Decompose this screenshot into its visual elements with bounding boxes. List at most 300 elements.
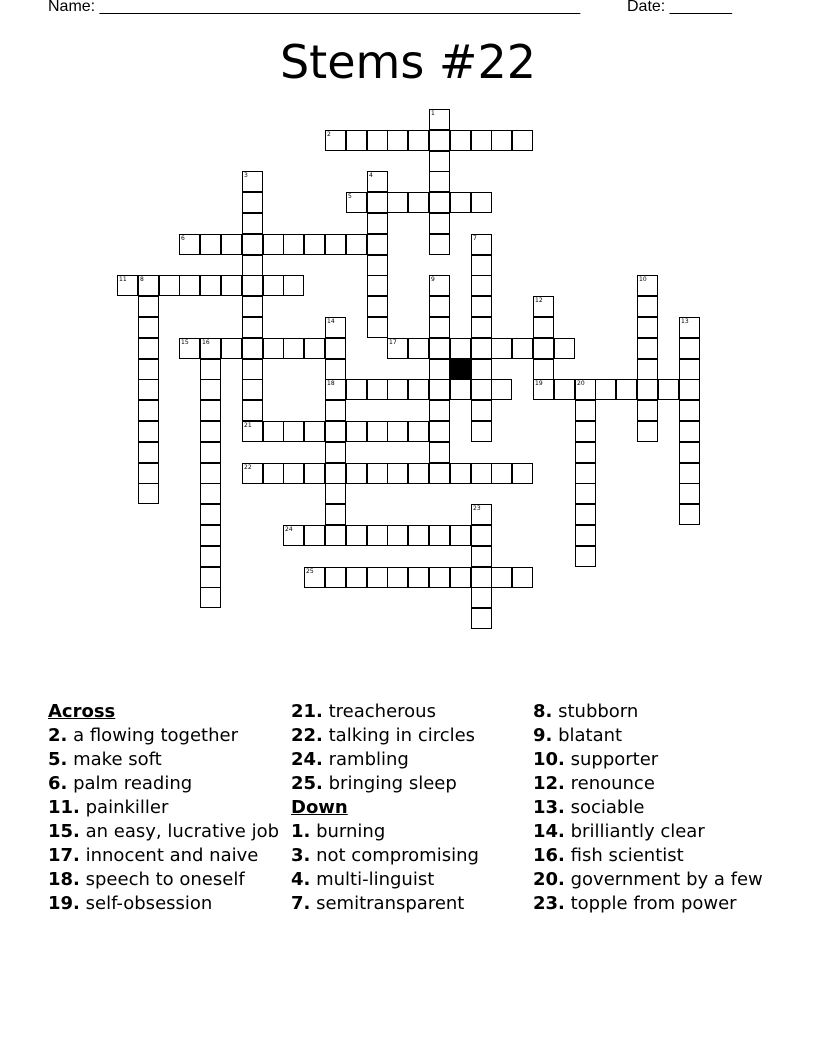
grid-cell[interactable] (471, 317, 492, 338)
clue-item (533, 868, 763, 892)
clue-number: 13 (681, 318, 689, 325)
grid-cell[interactable] (575, 442, 596, 463)
clue-item (48, 892, 283, 916)
grid-cell[interactable] (637, 317, 658, 338)
grid-cell[interactable] (554, 338, 575, 359)
clue-item (533, 796, 763, 820)
grid-cell[interactable] (429, 192, 450, 213)
clue-item (48, 844, 283, 868)
grid-cell[interactable] (408, 463, 429, 484)
grid-cell[interactable] (512, 567, 533, 588)
grid-cell[interactable] (491, 338, 512, 359)
grid-cell[interactable] (325, 504, 346, 525)
clue-number-label: 20. (533, 869, 565, 890)
grid-cell[interactable] (679, 379, 700, 400)
clue-number: 5 (348, 193, 352, 200)
grid-cell[interactable] (533, 379, 554, 400)
grid-cell[interactable] (325, 130, 346, 151)
grid-cell[interactable] (325, 483, 346, 504)
grid-cell[interactable] (387, 130, 408, 151)
grid-cell[interactable] (387, 463, 408, 484)
grid-cell[interactable] (283, 234, 304, 255)
grid-cell[interactable] (242, 338, 263, 359)
grid-cell[interactable] (450, 567, 471, 588)
grid-cell[interactable] (346, 192, 367, 213)
grid-cell[interactable] (263, 421, 284, 442)
grid-cell[interactable] (679, 338, 700, 359)
grid-cell[interactable] (242, 255, 263, 276)
grid-cell[interactable] (471, 379, 492, 400)
grid-cell[interactable] (367, 171, 388, 192)
grid-cell[interactable] (200, 442, 221, 463)
grid-cell[interactable] (429, 463, 450, 484)
clue-text: speech to oneself (79, 869, 245, 890)
page-title: Stems #22 (279, 35, 536, 89)
grid-cell[interactable] (283, 338, 304, 359)
grid-cell[interactable] (491, 463, 512, 484)
grid-cell[interactable] (221, 234, 242, 255)
clue-item (291, 724, 526, 748)
clue-text: a flowing together (67, 725, 238, 746)
grid-cell[interactable] (200, 525, 221, 546)
grid-cell[interactable] (471, 504, 492, 525)
grid-cell[interactable] (283, 463, 304, 484)
grid-cell[interactable] (346, 421, 367, 442)
grid-cell[interactable] (387, 379, 408, 400)
across-heading: Across (48, 701, 116, 722)
clue-item (291, 700, 526, 724)
grid-cell[interactable] (471, 546, 492, 567)
grid-cell[interactable] (304, 525, 325, 546)
grid-cell[interactable] (471, 338, 492, 359)
clue-text: fish scientist (564, 845, 684, 866)
clue-item (533, 820, 763, 844)
grid-cell[interactable] (471, 567, 492, 588)
grid-cell[interactable] (138, 338, 159, 359)
clue-text: talking in circles (322, 725, 476, 746)
grid-cell[interactable] (616, 379, 637, 400)
clue-number-label: 3. (291, 845, 311, 866)
grid-cell[interactable] (450, 192, 471, 213)
grid-cell[interactable] (325, 359, 346, 380)
grid-cell[interactable] (200, 400, 221, 421)
grid-cell[interactable] (200, 567, 221, 588)
clue-text: blatant (552, 725, 623, 746)
grid-cell[interactable] (242, 400, 263, 421)
grid-cell[interactable] (325, 317, 346, 338)
grid-cell[interactable] (283, 421, 304, 442)
grid-cell[interactable] (408, 338, 429, 359)
clue-number: 21 (244, 422, 252, 429)
clue-item (291, 820, 526, 844)
grid-cell[interactable] (429, 421, 450, 442)
clue-number: 3 (244, 172, 248, 179)
clue-number-label: 15. (48, 821, 80, 842)
clue-text: painkiller (79, 797, 169, 818)
date-field[interactable]: Date: _______ (627, 0, 732, 15)
grid-cell[interactable] (679, 359, 700, 380)
grid-block (450, 359, 471, 380)
clue-text: self-obsession (79, 893, 213, 914)
clue-number-label: 8. (533, 701, 553, 722)
grid-cell[interactable] (325, 567, 346, 588)
grid-cell[interactable] (159, 275, 180, 296)
grid-cell[interactable] (533, 359, 554, 380)
grid-cell[interactable] (471, 463, 492, 484)
grid-cell[interactable] (367, 567, 388, 588)
grid-cell[interactable] (429, 567, 450, 588)
grid-cell[interactable] (367, 421, 388, 442)
grid-cell[interactable] (304, 338, 325, 359)
clue-item (533, 700, 763, 724)
grid-cell[interactable] (637, 359, 658, 380)
grid-cell[interactable] (533, 338, 554, 359)
clue-text: stubborn (552, 701, 639, 722)
grid-cell[interactable] (471, 130, 492, 151)
grid-cell[interactable] (575, 379, 596, 400)
clue-number: 8 (140, 276, 144, 283)
grid-cell[interactable] (471, 192, 492, 213)
grid-cell[interactable] (200, 483, 221, 504)
grid-cell[interactable] (637, 296, 658, 317)
clue-number: 1 (431, 110, 435, 117)
grid-cell[interactable] (450, 379, 471, 400)
grid-cell[interactable] (429, 400, 450, 421)
grid-cell[interactable] (512, 463, 533, 484)
clue-item (48, 796, 283, 820)
clue-number-label: 22. (291, 725, 323, 746)
grid-cell[interactable] (408, 192, 429, 213)
grid-cell[interactable] (346, 525, 367, 546)
grid-cell[interactable] (367, 275, 388, 296)
grid-cell[interactable] (408, 567, 429, 588)
grid-cell[interactable] (637, 421, 658, 442)
grid-cell[interactable] (138, 442, 159, 463)
grid-cell[interactable] (304, 421, 325, 442)
clue-text: treacherous (322, 701, 436, 722)
grid-cell[interactable] (179, 338, 200, 359)
grid-cell[interactable] (138, 317, 159, 338)
grid-cell[interactable] (138, 421, 159, 442)
grid-cell[interactable] (387, 338, 408, 359)
grid-cell[interactable] (429, 275, 450, 296)
grid-cell[interactable] (679, 400, 700, 421)
clue-number: 23 (473, 505, 481, 512)
grid-cell[interactable] (491, 379, 512, 400)
grid-cell[interactable] (325, 338, 346, 359)
name-field[interactable]: Name: ______________________________________________________ (48, 0, 581, 15)
clue-number-label: 16. (533, 845, 565, 866)
grid-cell[interactable] (637, 379, 658, 400)
clues-column-3 (533, 700, 763, 916)
clue-number-label: 17. (48, 845, 80, 866)
grid-cell[interactable] (471, 400, 492, 421)
clue-item (533, 772, 763, 796)
grid-cell[interactable] (138, 379, 159, 400)
grid-cell[interactable] (429, 171, 450, 192)
grid-cell[interactable] (263, 234, 284, 255)
clue-number: 10 (639, 276, 647, 283)
clue-text: burning (310, 821, 386, 842)
grid-cell[interactable] (575, 463, 596, 484)
grid-cell[interactable] (408, 130, 429, 151)
grid-cell[interactable] (263, 463, 284, 484)
grid-cell[interactable] (283, 525, 304, 546)
grid-cell[interactable] (325, 525, 346, 546)
grid-cell[interactable] (242, 192, 263, 213)
grid-cell[interactable] (346, 379, 367, 400)
grid-cell[interactable] (200, 504, 221, 525)
grid-cell[interactable] (367, 463, 388, 484)
clue-number: 24 (285, 526, 293, 533)
grid-cell[interactable] (325, 400, 346, 421)
grid-cell[interactable] (242, 421, 263, 442)
clue-text: sociable (564, 797, 645, 818)
grid-cell[interactable] (117, 275, 138, 296)
clue-number: 19 (535, 380, 543, 387)
grid-cell[interactable] (263, 275, 284, 296)
grid-cell[interactable] (450, 525, 471, 546)
grid-cell[interactable] (512, 338, 533, 359)
grid-cell[interactable] (325, 379, 346, 400)
clue-item (48, 772, 283, 796)
clue-number-label: 21. (291, 701, 323, 722)
grid-cell[interactable] (429, 234, 450, 255)
clue-text: not compromising (310, 845, 479, 866)
grid-cell[interactable] (429, 442, 450, 463)
grid-cell[interactable] (679, 442, 700, 463)
clue-number-label: 5. (48, 749, 68, 770)
grid-cell[interactable] (471, 608, 492, 629)
clue-number-label: 24. (291, 749, 323, 770)
clue-item (533, 748, 763, 772)
grid-cell[interactable] (637, 400, 658, 421)
grid-cell[interactable] (138, 359, 159, 380)
grid-cell[interactable] (679, 463, 700, 484)
clue-number: 11 (119, 276, 127, 283)
grid-cell[interactable] (679, 504, 700, 525)
grid-cell[interactable] (221, 338, 242, 359)
grid-cell[interactable] (200, 379, 221, 400)
grid-cell[interactable] (471, 359, 492, 380)
grid-cell[interactable] (242, 317, 263, 338)
grid-cell[interactable] (200, 463, 221, 484)
grid-cell[interactable] (471, 275, 492, 296)
clue-number-label: 4. (291, 869, 311, 890)
grid-cell[interactable] (679, 483, 700, 504)
clue-number-label: 7. (291, 893, 311, 914)
grid-cell[interactable] (325, 442, 346, 463)
grid-cell[interactable] (283, 275, 304, 296)
grid-cell[interactable] (138, 463, 159, 484)
clue-text: innocent and naive (79, 845, 259, 866)
clue-item (533, 892, 763, 916)
grid-cell[interactable] (429, 525, 450, 546)
grid-cell[interactable] (387, 192, 408, 213)
grid-cell[interactable] (471, 421, 492, 442)
grid-cell[interactable] (367, 525, 388, 546)
grid-cell[interactable] (367, 296, 388, 317)
grid-cell[interactable] (346, 130, 367, 151)
grid-cell[interactable] (367, 234, 388, 255)
grid-cell[interactable] (242, 213, 263, 234)
grid-cell[interactable] (491, 130, 512, 151)
clue-number: 20 (577, 380, 585, 387)
grid-cell[interactable] (429, 379, 450, 400)
grid-cell[interactable] (242, 296, 263, 317)
grid-cell[interactable] (387, 421, 408, 442)
grid-cell[interactable] (429, 296, 450, 317)
grid-cell[interactable] (221, 275, 242, 296)
clue-number-label: 9. (533, 725, 553, 746)
clue-number-label: 19. (48, 893, 80, 914)
clue-number-label: 13. (533, 797, 565, 818)
grid-cell[interactable] (304, 234, 325, 255)
grid-cell[interactable] (325, 463, 346, 484)
clue-text: palm reading (67, 773, 193, 794)
grid-cell[interactable] (679, 421, 700, 442)
grid-cell[interactable] (200, 421, 221, 442)
grid-cell[interactable] (408, 525, 429, 546)
grid-cell[interactable] (346, 463, 367, 484)
grid-cell[interactable] (450, 130, 471, 151)
grid-cell[interactable] (242, 171, 263, 192)
grid-cell[interactable] (637, 338, 658, 359)
clue-number: 7 (473, 235, 477, 242)
grid-cell[interactable] (554, 379, 575, 400)
grid-cell[interactable] (595, 379, 616, 400)
clue-number: 6 (181, 235, 185, 242)
grid-cell[interactable] (387, 567, 408, 588)
grid-cell[interactable] (429, 338, 450, 359)
grid-cell[interactable] (242, 234, 263, 255)
clue-text: brilliantly clear (564, 821, 705, 842)
grid-cell[interactable] (533, 317, 554, 338)
clue-number: 12 (535, 297, 543, 304)
grid-cell[interactable] (367, 317, 388, 338)
grid-cell[interactable] (200, 546, 221, 567)
grid-cell[interactable] (138, 275, 159, 296)
grid-cell[interactable] (429, 151, 450, 172)
grid-cell[interactable] (263, 338, 284, 359)
clue-text: renounce (564, 773, 655, 794)
grid-cell[interactable] (200, 234, 221, 255)
clues-column-2 (291, 700, 526, 916)
clue-number: 2 (327, 131, 331, 138)
clues-column-1 (48, 700, 283, 916)
grid-cell[interactable] (346, 234, 367, 255)
grid-cell[interactable] (429, 359, 450, 380)
grid-cell[interactable] (658, 379, 679, 400)
grid-cell[interactable] (367, 213, 388, 234)
clue-number-label: 12. (533, 773, 565, 794)
grid-cell[interactable] (179, 234, 200, 255)
clue-number-label: 10. (533, 749, 565, 770)
grid-cell[interactable] (242, 463, 263, 484)
grid-cell[interactable] (637, 275, 658, 296)
clue-number: 18 (327, 380, 335, 387)
grid-cell[interactable] (429, 213, 450, 234)
clue-text: government by a few (564, 869, 763, 890)
clue-item (291, 748, 526, 772)
clue-number: 9 (431, 276, 435, 283)
grid-cell[interactable] (200, 587, 221, 608)
grid-cell[interactable] (575, 546, 596, 567)
clue-number-label: 23. (533, 893, 565, 914)
clue-item (48, 724, 283, 748)
clue-text: semitransparent (310, 893, 465, 914)
grid-cell[interactable] (471, 296, 492, 317)
grid-cell[interactable] (138, 483, 159, 504)
grid-cell[interactable] (325, 421, 346, 442)
grid-cell[interactable] (429, 317, 450, 338)
grid-cell[interactable] (679, 317, 700, 338)
grid-cell[interactable] (138, 400, 159, 421)
grid-cell[interactable] (200, 338, 221, 359)
grid-cell[interactable] (242, 379, 263, 400)
clue-number-label: 25. (291, 773, 323, 794)
clue-item (48, 868, 283, 892)
grid-cell[interactable] (471, 255, 492, 276)
clue-number: 14 (327, 318, 335, 325)
grid-cell[interactable] (408, 379, 429, 400)
clue-text: an easy, lucrative job (79, 821, 280, 842)
clue-number-label: 18. (48, 869, 80, 890)
clue-item (291, 892, 526, 916)
grid-cell[interactable] (408, 421, 429, 442)
grid-cell[interactable] (304, 567, 325, 588)
grid-cell[interactable] (242, 359, 263, 380)
grid-cell[interactable] (512, 130, 533, 151)
clue-number-label: 2. (48, 725, 68, 746)
grid-cell[interactable] (325, 234, 346, 255)
grid-cell[interactable] (575, 421, 596, 442)
grid-cell[interactable] (242, 275, 263, 296)
clue-item (48, 748, 283, 772)
grid-cell[interactable] (367, 192, 388, 213)
grid-cell[interactable] (575, 504, 596, 525)
grid-cell[interactable] (471, 234, 492, 255)
clue-number-label: 6. (48, 773, 68, 794)
grid-cell[interactable] (200, 275, 221, 296)
grid-cell[interactable] (533, 296, 554, 317)
grid-cell[interactable] (200, 359, 221, 380)
grid-cell[interactable] (471, 587, 492, 608)
grid-cell[interactable] (471, 525, 492, 546)
grid-cell[interactable] (138, 296, 159, 317)
grid-cell[interactable] (387, 525, 408, 546)
grid-cell[interactable] (179, 275, 200, 296)
grid-cell[interactable] (429, 109, 450, 130)
clue-item (533, 724, 763, 748)
grid-cell[interactable] (429, 130, 450, 151)
grid-cell[interactable] (450, 338, 471, 359)
grid-cell[interactable] (575, 525, 596, 546)
grid-cell[interactable] (304, 463, 325, 484)
down-heading: Down (291, 797, 348, 818)
grid-cell[interactable] (575, 400, 596, 421)
grid-cell[interactable] (367, 130, 388, 151)
grid-cell[interactable] (346, 567, 367, 588)
clue-number-label: 14. (533, 821, 565, 842)
clue-item (48, 820, 283, 844)
grid-cell[interactable] (491, 567, 512, 588)
grid-cell[interactable] (450, 463, 471, 484)
grid-cell[interactable] (367, 255, 388, 276)
clue-number: 16 (202, 339, 210, 346)
grid-cell[interactable] (367, 379, 388, 400)
grid-cell[interactable] (575, 483, 596, 504)
